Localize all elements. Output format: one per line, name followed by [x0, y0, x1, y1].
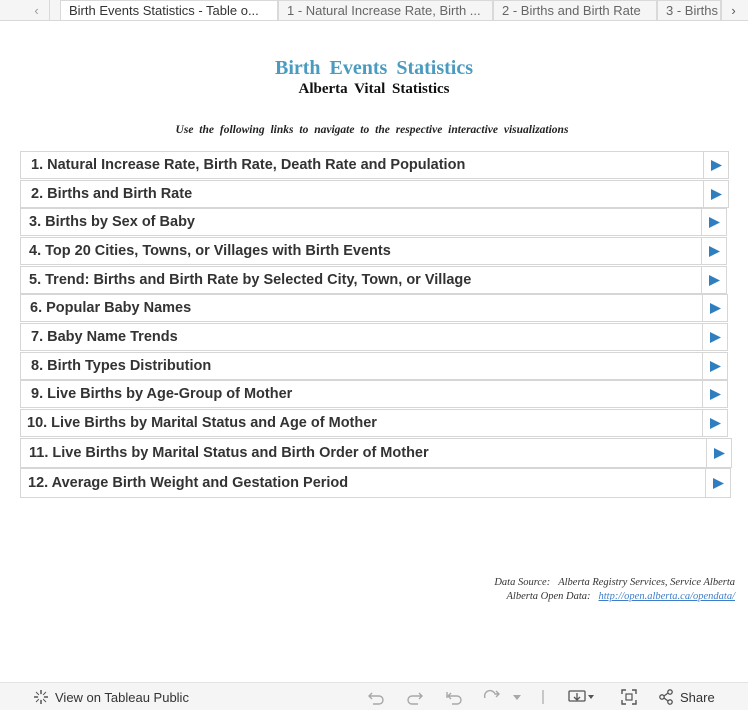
download-button[interactable]	[568, 683, 594, 711]
play-arrow-icon	[706, 439, 731, 467]
refresh-icon	[483, 689, 501, 705]
link-popular-baby-names[interactable]	[20, 294, 728, 322]
tab-table-of-contents[interactable]: Birth Events Statistics - Table o...	[60, 0, 278, 20]
link-live-births-by-marital-status-birth-order[interactable]	[20, 438, 732, 468]
link-natural-increase-rate[interactable]	[20, 151, 729, 179]
navigation-instruction: Use the following links to navigate to the respective interactive visualizations	[175, 124, 569, 136]
view-on-tableau-label: View on Tableau Public	[55, 689, 189, 705]
link-label: 1. Natural Increase Rate, Birth Rate, Death Rate and Population	[31, 157, 466, 173]
link-label: 11. Live Births by Marital Status and Birth Order of Mother	[29, 445, 429, 461]
undo-icon	[367, 689, 385, 705]
page-title: Birth Events Statistics	[275, 57, 473, 79]
play-arrow-icon	[702, 410, 727, 436]
link-live-births-by-marital-status-age[interactable]	[20, 409, 728, 437]
link-label: 7. Baby Name Trends	[31, 329, 178, 345]
link-label: 6. Popular Baby Names	[30, 300, 192, 316]
share-icon	[658, 689, 674, 705]
tab-natural-increase-rate[interactable]: 1 - Natural Increase Rate, Birth ...	[278, 0, 493, 20]
undo-button[interactable]	[367, 683, 385, 711]
toolbar-divider	[542, 683, 544, 711]
play-arrow-icon	[702, 324, 727, 350]
open-data-label: Alberta Open Data:	[506, 591, 591, 602]
link-label: 4. Top 20 Cities, Towns, or Villages with Birth Events	[29, 243, 391, 259]
revert-icon	[445, 689, 463, 705]
tab-scroll-right-button[interactable]	[721, 0, 745, 20]
tab-births-by-sex[interactable]: 3 - Births	[657, 0, 721, 20]
share-button[interactable]	[658, 683, 715, 711]
link-births-by-sex[interactable]	[20, 208, 727, 236]
play-arrow-icon	[702, 381, 727, 407]
play-arrow-icon	[703, 181, 728, 207]
redo-icon	[406, 689, 424, 705]
link-label: 10. Live Births by Marital Status and Age of Mother	[27, 415, 377, 431]
play-arrow-icon	[703, 152, 728, 178]
link-trend-by-city[interactable]	[20, 266, 727, 294]
link-baby-name-trends[interactable]	[20, 323, 728, 351]
revert-button[interactable]	[445, 683, 463, 711]
bottom-toolbar	[0, 682, 748, 710]
link-live-births-by-age-group[interactable]	[20, 380, 728, 408]
view-on-tableau-public-button[interactable]	[33, 683, 189, 711]
link-label: 2. Births and Birth Rate	[31, 186, 193, 202]
page-subtitle: Alberta Vital Statistics	[298, 81, 450, 97]
data-source-label: Data Source:	[494, 577, 551, 588]
play-arrow-icon	[701, 238, 726, 264]
share-label: Share	[680, 689, 715, 705]
data-source-value: Alberta Registry Services, Service Alberta	[558, 577, 735, 588]
redo-button[interactable]	[406, 683, 424, 711]
play-arrow-icon	[705, 469, 730, 497]
tableau-logo-icon	[33, 689, 49, 705]
open-data-line	[507, 591, 735, 602]
play-arrow-icon	[701, 209, 726, 235]
caret-down-icon	[512, 692, 522, 702]
data-source-line	[494, 577, 735, 588]
chevron-right-icon: ›	[731, 2, 736, 18]
open-data-link[interactable]: http://open.alberta.ca/opendata/	[598, 591, 735, 602]
refresh-dropdown-button[interactable]	[512, 683, 522, 711]
link-label: 3. Births by Sex of Baby	[29, 214, 195, 230]
play-arrow-icon	[702, 295, 727, 321]
link-average-birth-weight[interactable]	[20, 468, 731, 498]
refresh-button[interactable]	[483, 683, 501, 711]
link-label: 5. Trend: Births and Birth Rate by Selected City, Town, or Village	[29, 272, 472, 288]
link-label: 12. Average Birth Weight and Gestation Period	[28, 475, 349, 491]
link-label: 9. Live Births by Age-Group of Mother	[31, 386, 293, 402]
chevron-left-icon: ‹	[34, 2, 39, 18]
fullscreen-icon	[621, 689, 637, 705]
tab-births-and-birth-rate[interactable]: 2 - Births and Birth Rate	[493, 0, 657, 20]
download-icon	[568, 689, 594, 705]
tab-bar	[0, 0, 748, 21]
link-top-20-cities[interactable]	[20, 237, 727, 265]
link-birth-types-distribution[interactable]	[20, 352, 728, 380]
fullscreen-button[interactable]	[621, 683, 637, 711]
link-births-and-birth-rate[interactable]	[20, 180, 729, 208]
play-arrow-icon	[702, 353, 727, 379]
tab-scroll-left-button[interactable]	[24, 0, 50, 20]
link-label: 8. Birth Types Distribution	[31, 358, 212, 374]
play-arrow-icon	[701, 267, 726, 293]
